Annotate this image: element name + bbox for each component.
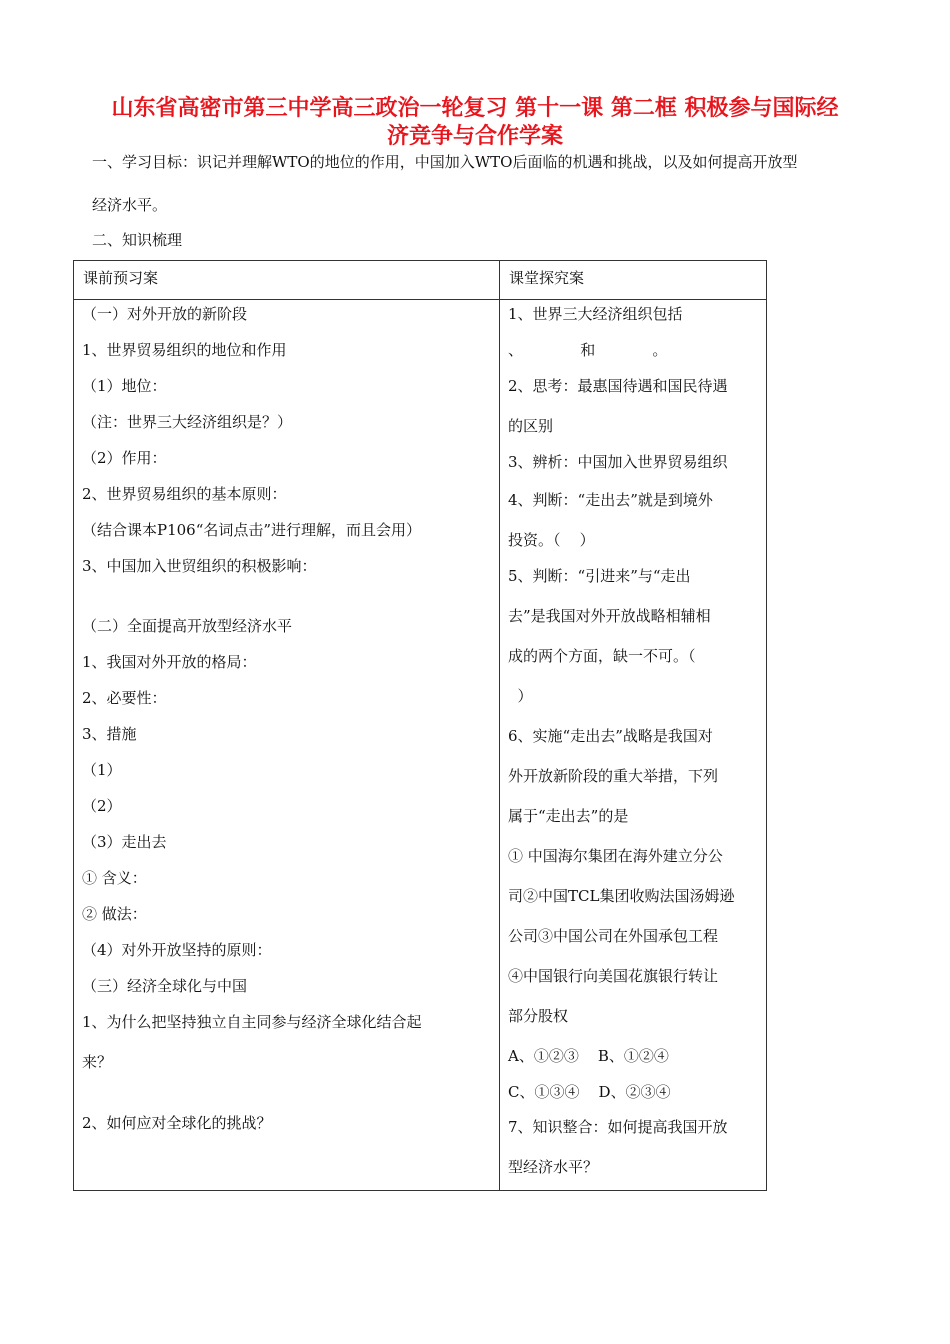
- exploration-cell: [500, 300, 767, 1191]
- section-heading-knowledge: 二、知识梳理: [92, 231, 183, 249]
- preview-item: （2）作用：: [82, 449, 167, 467]
- exploration-item: 3、辨析：中国加入世界贸易组织: [508, 453, 728, 471]
- preview-cell: [74, 300, 500, 1191]
- preview-item: （1）: [82, 761, 122, 779]
- preview-item: 1、世界贸易组织的地位和作用: [82, 341, 287, 359]
- title-line-1: 山东省高密市第三中学高三政治一轮复习 第十一课 第二框 积极参与国际经: [111, 96, 839, 121]
- preview-item: （4）对外开放坚持的原则：: [82, 941, 272, 959]
- exploration-item: 2、思考：最惠国待遇和国民待遇: [508, 377, 728, 395]
- exploration-item: 1、世界三大经济组织包括: [508, 305, 683, 323]
- preview-item: 来？: [82, 1053, 113, 1071]
- objectives-line-1: 一、学习目标：识记并理解WTO的地位的作用，中国加入WTO后面临的机遇和挑战，以及如何提高开放型: [92, 153, 798, 171]
- exploration-item: 属于“走出去”的是: [508, 807, 629, 825]
- exploration-item: ① 中国海尔集团在海外建立分公: [508, 847, 723, 865]
- right-column-header: 课堂探究案: [500, 261, 767, 300]
- exploration-item: 7、知识整合：如何提高我国开放: [508, 1118, 728, 1136]
- exploration-item: 公司③中国公司在外国承包工程: [508, 927, 719, 945]
- preview-item: （注：世界三大经济组织是？）: [82, 413, 293, 431]
- preview-item: （2）: [82, 797, 122, 815]
- preview-item: （结合课本P106“名词点击”进行理解，而且会用）: [82, 521, 422, 539]
- preview-item: 3、措施: [82, 725, 137, 743]
- exploration-item: 司②中国TCL集团收购法国汤姆逊: [508, 887, 735, 905]
- preview-item: 3、中国加入世贸组织的积极影响：: [82, 557, 317, 575]
- preview-item: 2、如何应对全球化的挑战？: [82, 1114, 272, 1132]
- exploration-item: 5、判断：“引进来”与“走出: [508, 567, 691, 585]
- exploration-item: 4、判断：“走出去”就是到境外: [508, 491, 713, 509]
- preview-item: 2、世界贸易组织的基本原则：: [82, 485, 287, 503]
- preview-item: （1）地位：: [82, 377, 167, 395]
- exploration-item: 去”是我国对外开放战略相辅相: [508, 607, 711, 625]
- exploration-item: 6、实施“走出去”战略是我国对: [508, 727, 713, 745]
- document-title: [90, 95, 860, 151]
- preview-item: （一）对外开放的新阶段: [82, 305, 248, 323]
- exploration-item: 型经济水平？: [508, 1158, 599, 1176]
- title-line-2: 济竞争与合作学案: [386, 124, 563, 149]
- left-column-header: 课前预习案: [74, 261, 500, 300]
- exploration-item: A、①②③ B、①②④: [508, 1047, 669, 1065]
- table-body-row: [74, 300, 767, 1191]
- preview-item: ① 含义：: [82, 869, 147, 887]
- exploration-item: 的区别: [508, 417, 554, 435]
- preview-item: 1、我国对外开放的格局：: [82, 653, 257, 671]
- preview-item: 1、为什么把坚持独立自主同参与经济全球化结合起: [82, 1013, 422, 1031]
- exploration-item: 、 和 。: [508, 341, 668, 359]
- exploration-item: 外开放新阶段的重大举措，下列: [508, 767, 719, 785]
- exploration-item: 投资。（ ）: [508, 531, 595, 549]
- study-plan-table: [73, 260, 767, 1191]
- preview-item: （三）经济全球化与中国: [82, 977, 248, 995]
- preview-item: （3）走出去: [82, 833, 167, 851]
- exploration-item: 成的两个方面，缺一不可。（: [508, 647, 696, 665]
- table-header-row: [74, 261, 767, 300]
- exploration-item: C、①③④ D、②③④: [508, 1083, 671, 1101]
- objectives-line-2: 经济水平。: [92, 196, 168, 214]
- preview-item: 2、必要性：: [82, 689, 167, 707]
- preview-item: （二）全面提高开放型经济水平: [82, 617, 293, 635]
- exploration-item: 部分股权: [508, 1007, 569, 1025]
- exploration-item: ④中国银行向美国花旗银行转让: [508, 967, 719, 985]
- preview-item: ② 做法：: [82, 905, 147, 923]
- exploration-item: ）: [508, 687, 533, 705]
